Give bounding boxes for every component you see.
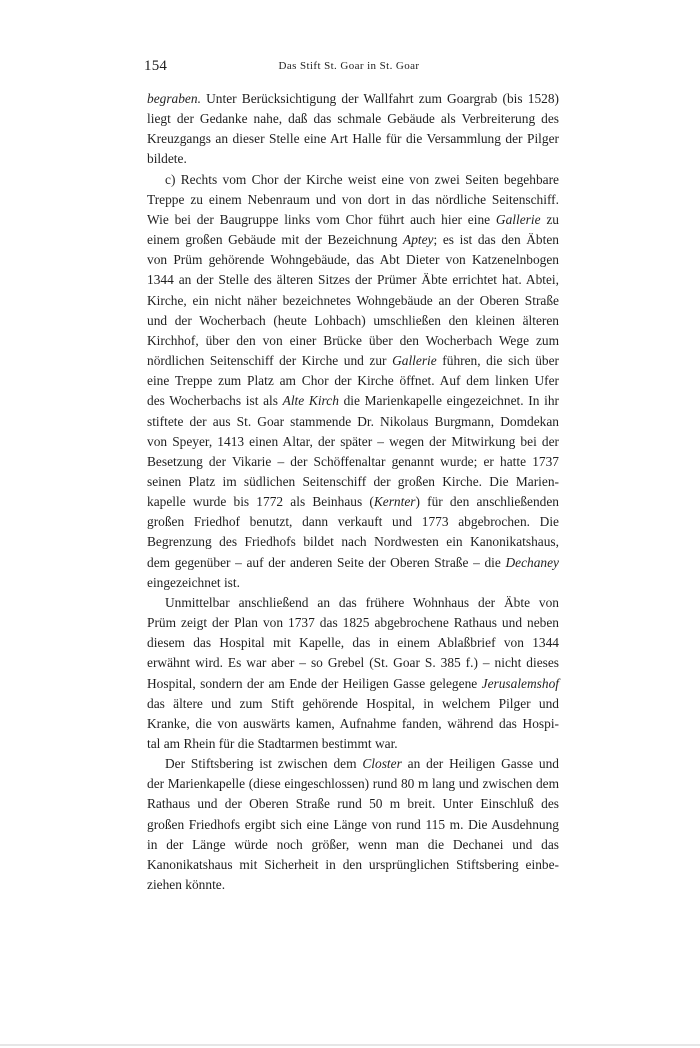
text-line xyxy=(147,774,559,794)
italic-term: Kernter xyxy=(373,494,416,510)
text-line xyxy=(147,270,559,290)
text-run: Rathaus und der Oberen Straße rund 50 m breit. Unter Einschluß des xyxy=(147,796,559,812)
italic-term: Dechaney xyxy=(505,554,559,570)
text-run: an der Heiligen Gasse und xyxy=(401,756,560,772)
text-run: ziehen könnte. xyxy=(147,877,226,893)
text-line xyxy=(147,391,559,411)
text-run: führen, die sich über xyxy=(436,353,559,369)
paragraph xyxy=(147,593,559,754)
text-line xyxy=(147,674,559,694)
text-line xyxy=(147,794,559,814)
text-run: dem gegenüber – auf der anderen Seite der Oberen Straße – die xyxy=(147,554,506,570)
text-line xyxy=(147,613,559,633)
body-text xyxy=(147,89,559,895)
text-run: einem großen Gebäude mit der Bezeichnung xyxy=(147,232,404,248)
text-line xyxy=(147,492,559,512)
text-run: Hospital, sondern der am Ende der Heiligen Gasse gelegene xyxy=(147,675,482,691)
text-line xyxy=(147,653,559,673)
text-line xyxy=(147,170,559,190)
italic-term: Jerusalemshof xyxy=(481,675,559,691)
text-line xyxy=(147,250,559,270)
text-run: die Marienkapelle eingezeichnet. In ihr xyxy=(338,393,559,409)
text-line xyxy=(147,573,559,593)
text-line xyxy=(147,532,559,552)
text-run: Kanonikatshaus mit Sicherheit in den ursprünglichen Stiftsbering einbe- xyxy=(147,856,559,872)
text-run: der Marienkapelle (diese eingeschlossen) rund 80 m lang und zwischen dem xyxy=(147,776,559,792)
text-line xyxy=(147,371,559,391)
running-title: Das Stift St. Goar in St. Goar xyxy=(278,60,420,72)
paragraph xyxy=(147,170,559,593)
text-run: diesem das Hospital mit Kapelle, das in einem Ablaßbrief von 1344 xyxy=(147,635,559,651)
text-run: Kirche, ein nicht näher bezeichnetes Wohngebäude an der Oberen Straße xyxy=(147,292,559,308)
text-line xyxy=(147,875,559,895)
text-line xyxy=(147,754,559,774)
italic-term: begraben. xyxy=(147,91,201,106)
text-run: nördlichen Seitenschiff der Kirche und zur xyxy=(147,353,393,369)
text-line xyxy=(147,210,559,230)
text-run: kapelle wurde bis 1772 als Beinhaus ( xyxy=(147,494,374,510)
text-run: von Speyer, 1413 einen Altar, der später – wegen der Mitwirkung bei der xyxy=(147,433,559,449)
italic-term: Gallerie xyxy=(392,353,437,369)
text-run: ) für den anschließenden xyxy=(415,494,559,510)
text-run: zu xyxy=(540,211,559,227)
text-run: Kreuzgangs an dieser Stelle eine Art Halle für die Versammlung der Pilger xyxy=(147,131,559,147)
paragraph xyxy=(147,754,559,895)
text-run: 1344 an der Stelle des älteren Sitzes der Prümer Äbte errichtet hat. Abtei, xyxy=(147,272,559,288)
text-line xyxy=(147,351,559,371)
page-number: 154 xyxy=(144,58,168,74)
text-line xyxy=(147,694,559,714)
text-run: ; es ist das den Äbten xyxy=(433,232,559,248)
text-line xyxy=(147,855,559,875)
italic-term: Gallerie xyxy=(495,211,541,227)
text-run: von Prüm gehörende Wohngebäude, das Abt Dieter von Katzenelnbogen xyxy=(147,252,559,268)
text-run: und der Wocherbach (heute Lohbach) umschließen den kleinen älteren xyxy=(147,312,559,328)
text-line xyxy=(147,230,559,250)
text-line xyxy=(147,291,559,311)
text-run: stiftete der aus St. Goar stammende Dr. Nikolaus Burgmann, Domdekan xyxy=(147,413,559,429)
text-line xyxy=(147,311,559,331)
text-line xyxy=(147,553,559,573)
text-line xyxy=(147,190,559,210)
text-run: Kirchhof, über den von einer Brücke über den Wocherbach Wege zum xyxy=(147,332,559,348)
text-line xyxy=(147,412,559,432)
text-line xyxy=(147,633,559,653)
text-run: das ältere und zum Stift gehörende Hospital, in welchem Pilger und xyxy=(147,695,559,711)
text-run: eingezeichnet ist. xyxy=(147,574,240,590)
text-run: Prüm zeigt der Plan von 1737 das 1825 abgebrochene Rathaus und neben xyxy=(147,615,559,631)
text-run: Begrenzung des Friedhofs bildet nach Nordwesten ein Kanonikatshaus, xyxy=(147,534,559,550)
text-run: großen Friedhofs ergibt sich eine Länge von rund 115 m. Die Ausdehnung xyxy=(147,816,559,832)
text-run: bildete. xyxy=(147,151,187,167)
text-line xyxy=(147,89,559,109)
text-line xyxy=(147,815,559,835)
text-run: großen Friedhof benutzt, dann verkauft und 1773 abgebrochen. Die xyxy=(147,514,559,530)
italic-term: Aptey xyxy=(403,232,434,248)
text-line xyxy=(147,472,559,492)
text-run: Wie bei der Baugruppe links vom Chor führt auch hier eine xyxy=(147,211,496,227)
text-line xyxy=(147,714,559,734)
text-run: liegt der Gedanke nahe, daß das schmale Gebäude als Verbreiterung des xyxy=(147,111,559,127)
text-line xyxy=(147,149,559,169)
text-run: Unter Berücksichtigung der Wallfahrt zum Goargrab (bis 1528) xyxy=(200,91,559,106)
text-line xyxy=(147,512,559,532)
text-run: tal am Rhein für die Stadtarmen bestimmt war. xyxy=(147,736,398,751)
text-line xyxy=(147,432,559,452)
text-run: eine Treppe zum Platz am Chor der Kirche öffnet. Auf dem linken Ufer xyxy=(147,373,559,389)
text-run: Unmittelbar anschließend an das frühere Wohnhaus der Äbte von xyxy=(165,594,559,610)
text-run: in der Länge würde noch größer, wenn man die Dechanei und das xyxy=(147,836,559,852)
text-run: Besetzung der Vikarie – der Schöffenaltar genannt wurde; er hatte 1737 xyxy=(147,453,559,469)
text-run: des Wocherbachs ist als xyxy=(147,393,283,409)
page-edge-divider xyxy=(0,1044,700,1046)
page-header xyxy=(144,58,554,78)
text-run: Kranke, die von auswärts kamen, Aufnahme fanden, während das Hospi- xyxy=(147,715,559,731)
italic-term: Alte Kirch xyxy=(282,393,339,409)
paragraph xyxy=(147,89,559,170)
text-run: seinen Platz im südlichen Seitenschiff der großen Kirche. Die Marien- xyxy=(147,473,559,489)
text-run: erwähnt wird. Es war aber – so Grebel (St. Goar S. 385 f.) – nicht dieses xyxy=(147,655,559,671)
text-line xyxy=(147,129,559,149)
text-line xyxy=(147,109,559,129)
italic-term: Closter xyxy=(362,756,402,772)
text-run: c) Rechts vom Chor der Kirche weist eine von zwei Seiten begehbare xyxy=(165,171,559,187)
text-line xyxy=(147,593,559,613)
text-run: Treppe zu einem Nebenraum und von dort in das nördliche Seitenschiff. xyxy=(147,191,559,207)
text-line xyxy=(147,452,559,472)
text-line xyxy=(147,331,559,351)
text-line xyxy=(147,835,559,855)
text-line xyxy=(147,734,559,754)
text-run: Der Stiftsbering ist zwischen dem xyxy=(165,756,363,772)
